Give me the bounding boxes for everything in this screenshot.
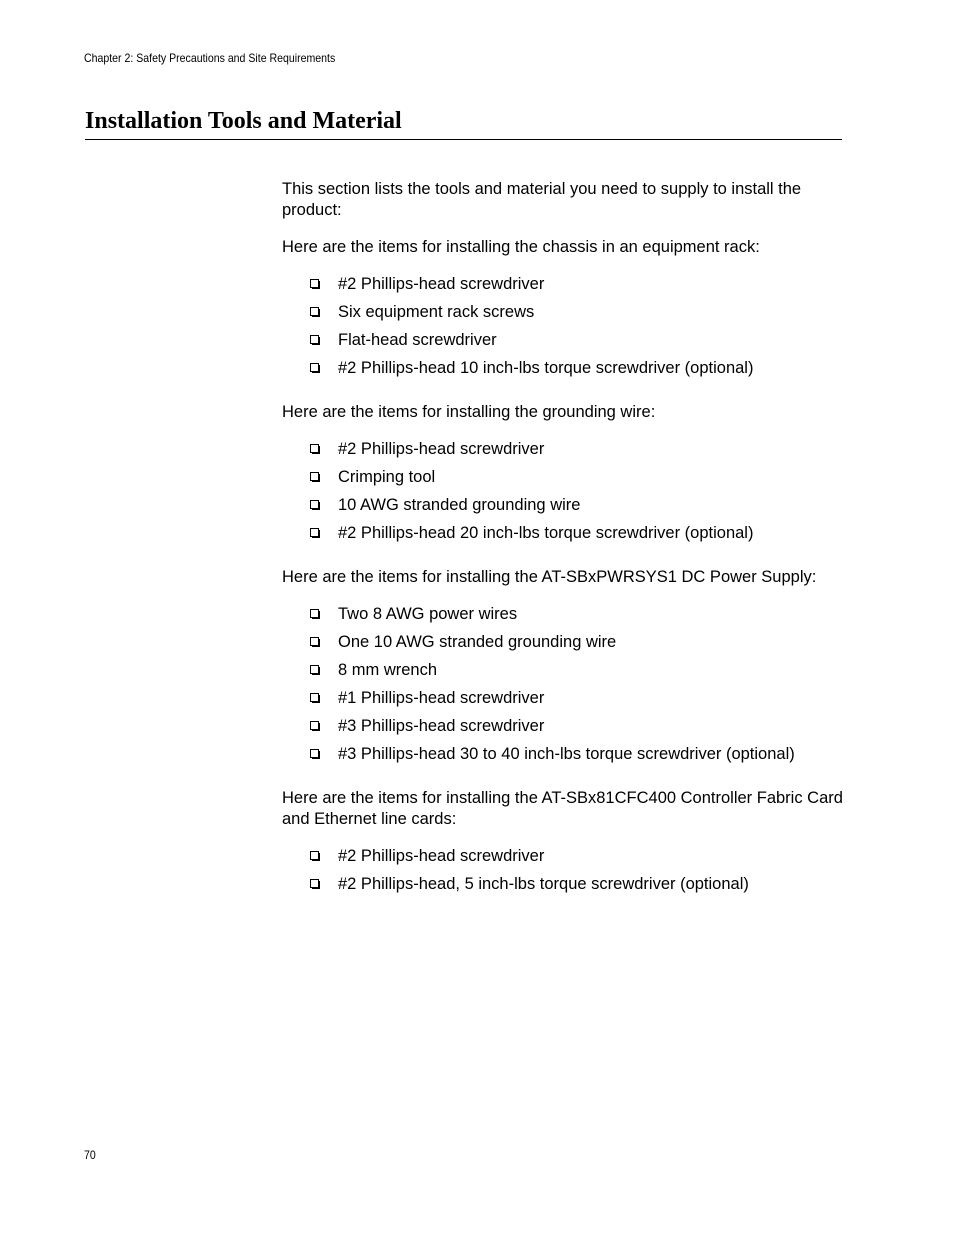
box-bullet-icon (310, 444, 320, 454)
list-item-text: #2 Phillips-head screwdriver (338, 440, 545, 458)
running-header: Chapter 2: Safety Precautions and Site Requirements (84, 51, 336, 65)
box-bullet-icon (310, 851, 320, 861)
list-item-text: #2 Phillips-head, 5 inch-lbs torque screwdriver (optional) (338, 875, 749, 893)
box-bullet-icon (310, 749, 320, 759)
list-item (282, 846, 847, 874)
list-item-text: Flat-head screwdriver (338, 331, 497, 349)
list-item-text: 10 AWG stranded grounding wire (338, 496, 581, 514)
box-bullet-icon (310, 472, 320, 482)
tool-list-rack (282, 274, 847, 386)
intro-paragraph: This section lists the tools and material you need to supply to install the product: (282, 180, 802, 219)
list-item (282, 330, 847, 358)
list-item (282, 688, 847, 716)
box-bullet-icon (310, 609, 320, 619)
list-item-text: #2 Phillips-head screwdriver (338, 275, 545, 293)
list-item (282, 358, 847, 386)
group-lead-grounding: Here are the items for installing the grounding wire: (282, 403, 656, 421)
box-bullet-icon (310, 279, 320, 289)
list-item-text: 8 mm wrench (338, 661, 438, 679)
list-item (282, 632, 847, 660)
box-bullet-icon (310, 693, 320, 703)
list-item-text: #3 Phillips-head screwdriver (338, 717, 545, 735)
box-bullet-icon (310, 500, 320, 510)
list-item-text: Six equipment rack screws (338, 303, 535, 321)
box-bullet-icon (310, 637, 320, 647)
list-item-text: One 10 AWG stranded grounding wire (338, 633, 617, 651)
list-item-text: #2 Phillips-head screwdriver (338, 847, 545, 865)
title-rule (85, 139, 842, 140)
section-title: Installation Tools and Material (85, 108, 402, 134)
group-lead-power-supply: Here are the items for installing the AT-SBxPWRSYS1 DC Power Supply: (282, 568, 817, 586)
list-item (282, 523, 847, 551)
box-bullet-icon (310, 335, 320, 345)
section-body (282, 179, 847, 918)
box-bullet-icon (310, 363, 320, 373)
page-number: 70 (84, 1148, 96, 1162)
box-bullet-icon (310, 307, 320, 317)
list-item (282, 467, 847, 495)
tool-list-grounding (282, 439, 847, 551)
box-bullet-icon (310, 528, 320, 538)
list-item (282, 660, 847, 688)
list-item (282, 439, 847, 467)
list-item (282, 604, 847, 632)
list-item (282, 744, 847, 772)
list-item (282, 874, 847, 902)
box-bullet-icon (310, 665, 320, 675)
list-item-text: #2 Phillips-head 10 inch-lbs torque screwdriver (optional) (338, 359, 754, 377)
group-lead-cards: Here are the items for installing the AT-SBx81CFC400 Controller Fabric Card and Ethernet line cards: (282, 789, 843, 828)
list-item-text: Crimping tool (338, 468, 436, 486)
list-item-text: #1 Phillips-head screwdriver (338, 689, 545, 707)
box-bullet-icon (310, 879, 320, 889)
list-item (282, 495, 847, 523)
tool-list-power-supply (282, 604, 847, 772)
box-bullet-icon (310, 721, 320, 731)
list-item-text: #2 Phillips-head 20 inch-lbs torque screwdriver (optional) (338, 524, 754, 542)
list-item (282, 274, 847, 302)
group-lead-rack: Here are the items for installing the chassis in an equipment rack: (282, 238, 760, 256)
list-item-text: #3 Phillips-head 30 to 40 inch-lbs torque screwdriver (optional) (338, 745, 795, 763)
list-item (282, 716, 847, 744)
list-item-text: Two 8 AWG power wires (338, 605, 518, 623)
list-item (282, 302, 847, 330)
tool-list-cards (282, 846, 847, 902)
